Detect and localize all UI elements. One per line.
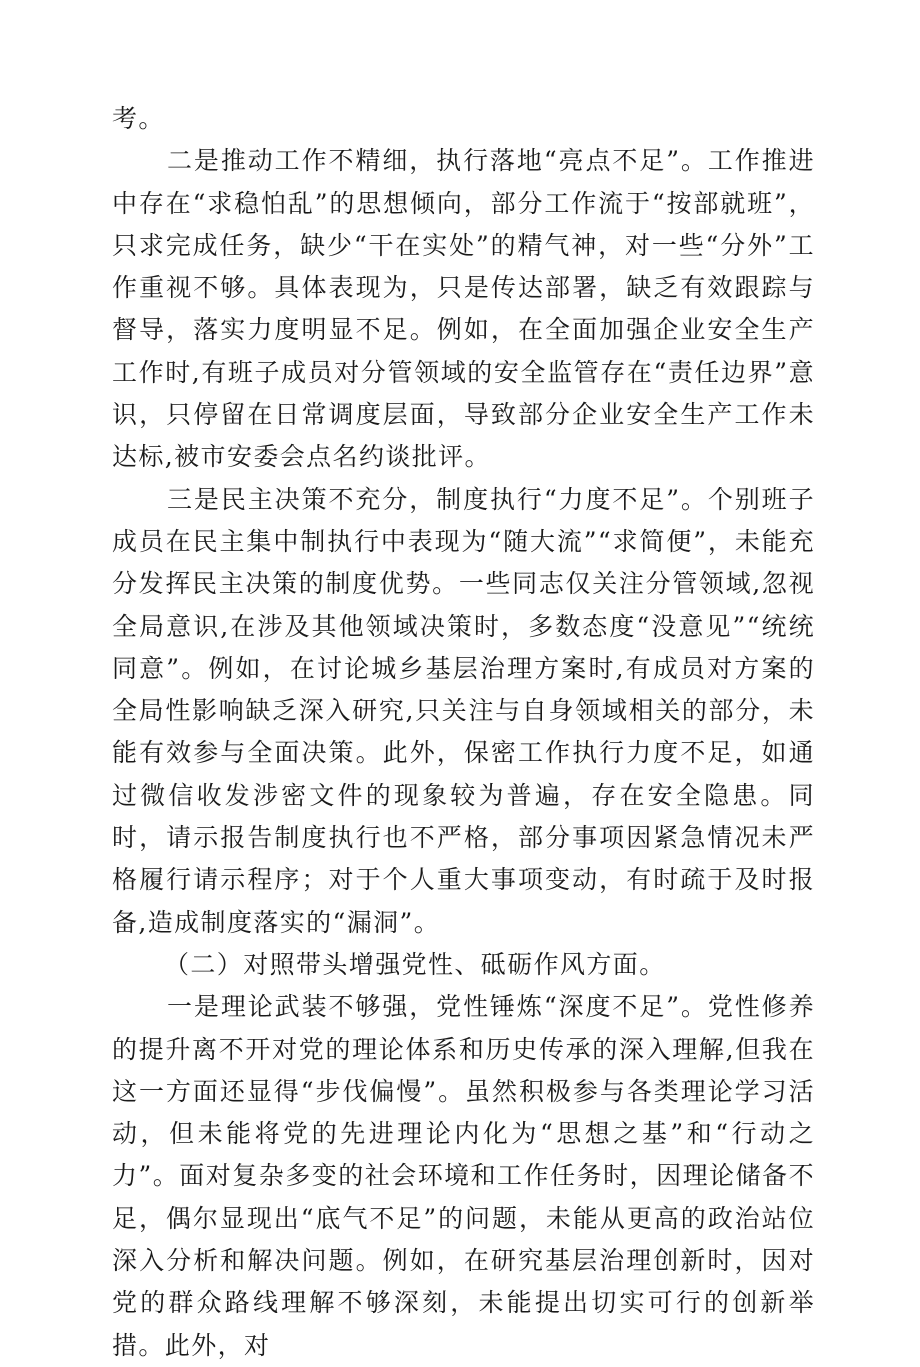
paragraph-point-two: 二是推动工作不精细，执行落地“亮点不足”。工作推进中存在“求稳怕乱”的思想倾向，部分工作流于“按部就班”，只求完成任务，缺少“干在实处”的精气神，对一些“分外”工作重视不够。具体表现为，只是传达部署，缺乏有效跟踪与督导，落实力度明显不足。例如，在全面加强企业安全生产工作时,有班子成员对分管领域的安全监管存在“责任边界”意识，只停留在日常调度层面，导致部分企业安全生产工作未达标,被市安委会点名约谈批评。 <box>112 146 815 472</box>
paragraph-point-one: 一是理论武装不够强，党性锤炼“深度不足”。党性修养的提升离不开对党的理论体系和历史传承的深入理解,但我在这一方面还显得“步伐偏慢”。虽然积极参与各类理论学习活动，但未能将党的先进理论内化为“思想之基”和“行动之力”。面对复杂多变的社会环境和工作任务时，因理论储备不足，偶尔显现出“底气不足”的问题，未能从更高的政治站位深入分析和解决问题。例如，在研究基层治理创新时，因对党的群众路线理解不够深刻，未能提出切实可行的创新举措。此外，对 <box>112 992 815 1360</box>
section-heading: （二）对照带头增强党性、砥砺作风方面。 <box>164 949 666 979</box>
paragraph-point-three: 三是民主决策不充分，制度执行“力度不足”。个别班子成员在民主集中制执行中表现为“随大流”“求简便”，未能充分发挥民主决策的制度优势。一些同志仅关注分管领域,忽视全局意识,在涉及其他领域决策时，多数态度“没意见”“统统同意”。例如，在讨论城乡基层治理方案时,有成员对方案的全局性影响缺乏深入研究,只关注与自身领域相关的部分，未能有效参与全面决策。此外，保密工作执行力度不足，如通过微信收发涉密文件的现象较为普遍，存在安全隐患。同时，请示报告制度执行也不严格，部分事项因紧急情况未严格履行请示程序；对于个人重大事项变动，有时疏于及时报备,造成制度落实的“漏洞”。 <box>112 484 815 937</box>
paragraph-continuation: 考。 <box>112 104 165 133</box>
